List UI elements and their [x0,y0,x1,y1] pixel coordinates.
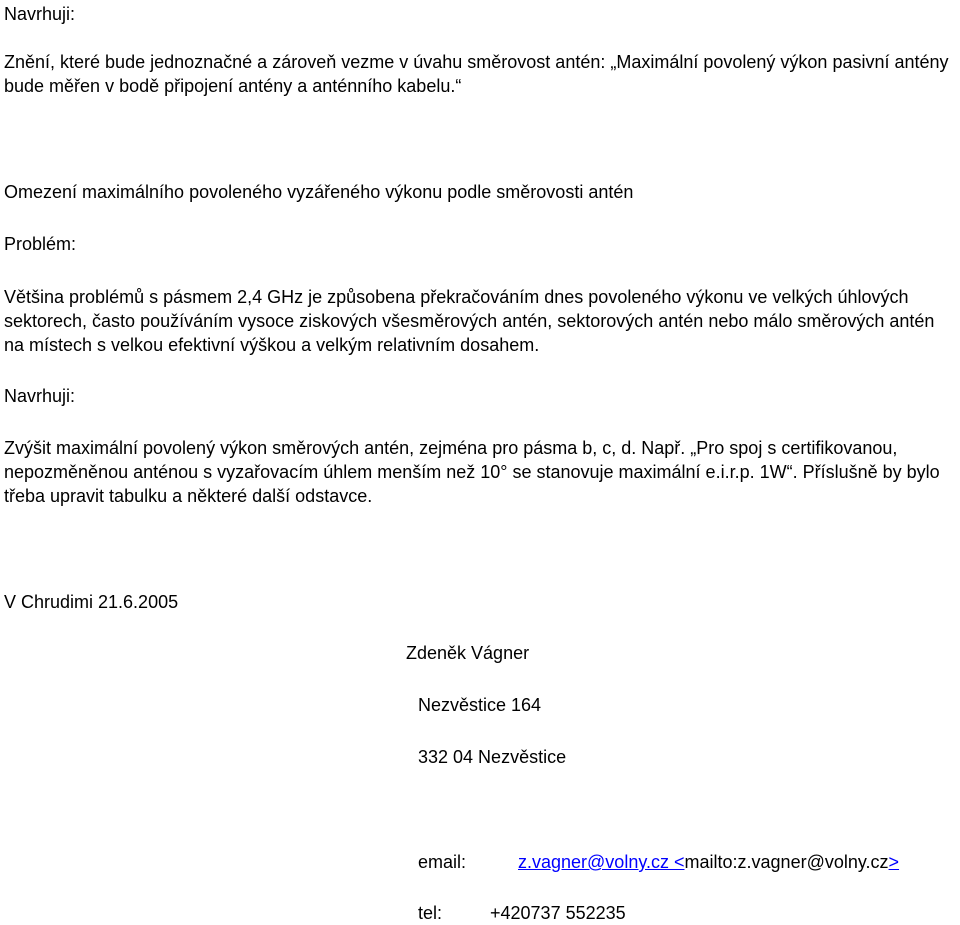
email-link[interactable]: z.vagner@volny.cz [518,852,674,872]
email-label: email: [418,852,467,872]
place-date: V Chrudimi 21.6.2005 [4,592,179,612]
section-title: Omezení maximálního povoleného vyzářeného výkonu podle směrovosti antén [4,182,634,202]
proposal-heading-1: Navrhuji: [4,4,76,24]
address-street: Nezvěstice 164 [418,695,542,715]
problem-text: Většina problémů s pásmem 2,4 GHz je způsobena překračováním dnes povoleného výkonu ve velkých úhlových sektorech, často používáním vysoce ziskových všesměrových antén, sektorových antén nebo málo směrových antén na místech s velkou efektivní výškou a velkým relativním dosahem. [4,287,935,355]
proposal-text-2: Zvýšit maximální povolený výkon směrových antén, zejména pro pásma b, c, d. Např. „Pro spoj s certifikovanou, nepozměněnou anténou s vyzařovacím úhlem menším než 10° se stanovuje maximální e.i.r.p. 1W“. Příslušně by bylo třeba upravit tabulku a některé další odstavce. [4,438,940,506]
email-mailto: mailto:z.vagner@volny.cz [684,852,889,872]
email-link-open[interactable]: < [674,852,685,872]
address-city: 332 04 Nezvěstice [418,747,567,767]
author-name: Zdeněk Vágner [406,643,530,663]
tel-value: +420737 552235 [490,903,626,923]
proposal-text-1: Znění, které bude jednoznačné a zároveň vezme v úvahu směrovost antén: „Maximální povolený výkon pasivní antény bude měřen v bodě připojení antény a anténního kabelu.“ [4,52,949,96]
tel-label: tel: [418,903,443,923]
email-row [518,850,899,874]
email-link-close[interactable]: > [888,852,900,872]
proposal-heading-2: Navrhuji: [4,386,76,406]
problem-heading: Problém: [4,234,77,254]
